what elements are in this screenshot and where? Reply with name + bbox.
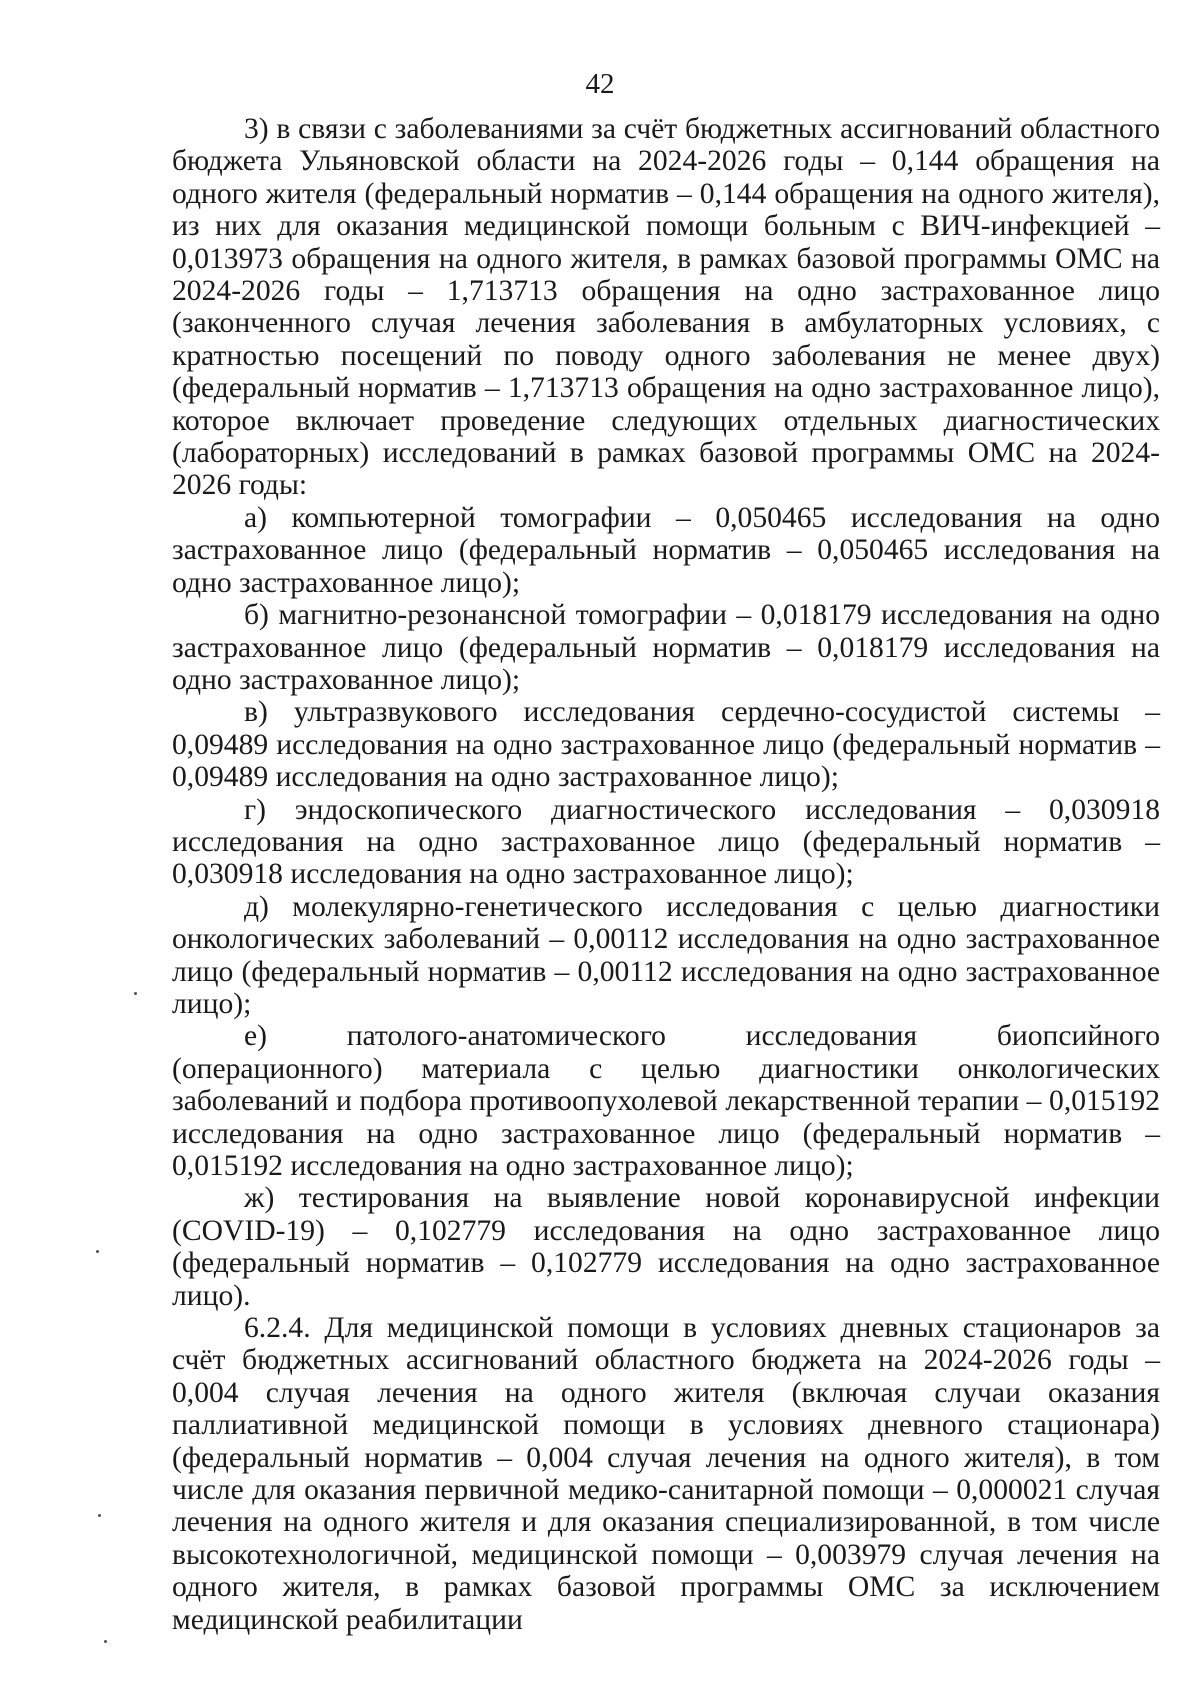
- paragraph-subitem-e: е) патолого-анатомического исследования биопсийного (операционного) материала с целью диагностики онкологических заболеваний и подбора противоопухолевой лекарственной терапии – 0,015192 исследования на одно застрахованное лицо (федеральный норматив – 0,015192 исследования на одно застрахованное лицо);: [172, 1020, 1160, 1182]
- paragraph-subitem-g: г) эндоскопического диагностического исследования – 0,030918 исследования на одно застрахованное лицо (федеральный норматив – 0,030918 исследования на одно застрахованное лицо);: [172, 793, 1160, 891]
- scan-speck: [98, 1514, 101, 1517]
- paragraph-subitem-v: в) ультразвукового исследования сердечно-сосудистой системы – 0,09489 исследования на одно застрахованное лицо (федеральный норматив – 0,09489 исследования на одно застрахованное лицо);: [172, 696, 1160, 794]
- paragraph-subitem-a: а) компьютерной томографии – 0,050465 исследования на одно застрахованное лицо (федеральный норматив – 0,050465 исследования на одно застрахованное лицо);: [172, 501, 1160, 599]
- page-number: 42: [585, 68, 615, 100]
- scan-speck: [96, 1250, 99, 1253]
- paragraph-subitem-zh: ж) тестирования на выявление новой коронавирусной инфекции (COVID-19) – 0,102779 исследования на одно застрахованное лицо (федеральный норматив – 0,102779 исследования на одно застрахованное лицо).: [172, 1182, 1160, 1312]
- document-body: [172, 113, 1160, 1636]
- scan-speck: [104, 1640, 107, 1643]
- paragraph-subitem-d: д) молекулярно-генетического исследования с целью диагностики онкологических заболеваний – 0,00112 исследования на одно застрахованное лицо (федеральный норматив – 0,00112 исследования на одно застрахованное лицо);: [172, 890, 1160, 1020]
- paragraph-section-6-2-4: 6.2.4. Для медицинской помощи в условиях дневных стационаров за счёт бюджетных ассигнований областного бюджета на 2024-2026 годы – 0,004 случая лечения на одного жителя (включая случаи оказания паллиативной медицинской помощи в условиях дневного стационара) (федеральный норматив – 0,004 случая лечения на одного жителя), в том числе для оказания первичной медико-санитарной помощи – 0,000021 случая лечения на одного жителя и для оказания специализированной, в том числе высокотехнологичной, медицинской помощи – 0,003979 случая лечения на одного жителя, в рамках базовой программы ОМС за исключением медицинской реабилитации: [172, 1312, 1160, 1636]
- paragraph-item-3: 3) в связи с заболеваниями за счёт бюджетных ассигнований областного бюджета Ульяновской области на 2024-2026 годы – 0,144 обращения на одного жителя (федеральный норматив – 0,144 обращения на одного жителя), из них для оказания медицинской помощи больным с ВИЧ-инфекцией – 0,013973 обращения на одного жителя, в рамках базовой программы ОМС на 2024-2026 годы – 1,713713 обращения на одно застрахованное лицо (законченного случая лечения заболевания в амбулаторных условиях, с кратностью посещений по поводу одного заболевания не менее двух) (федеральный норматив – 1,713713 обращения на одно застрахованное лицо), которое включает проведение следующих отдельных диагностических (лабораторных) исследований в рамках базовой программы ОМС на 2024-2026 годы:: [172, 113, 1160, 502]
- scan-speck: [134, 992, 137, 995]
- paragraph-subitem-b: б) магнитно-резонансной томографии – 0,018179 исследования на одно застрахованное лицо (федеральный норматив – 0,018179 исследования на одно застрахованное лицо);: [172, 599, 1160, 696]
